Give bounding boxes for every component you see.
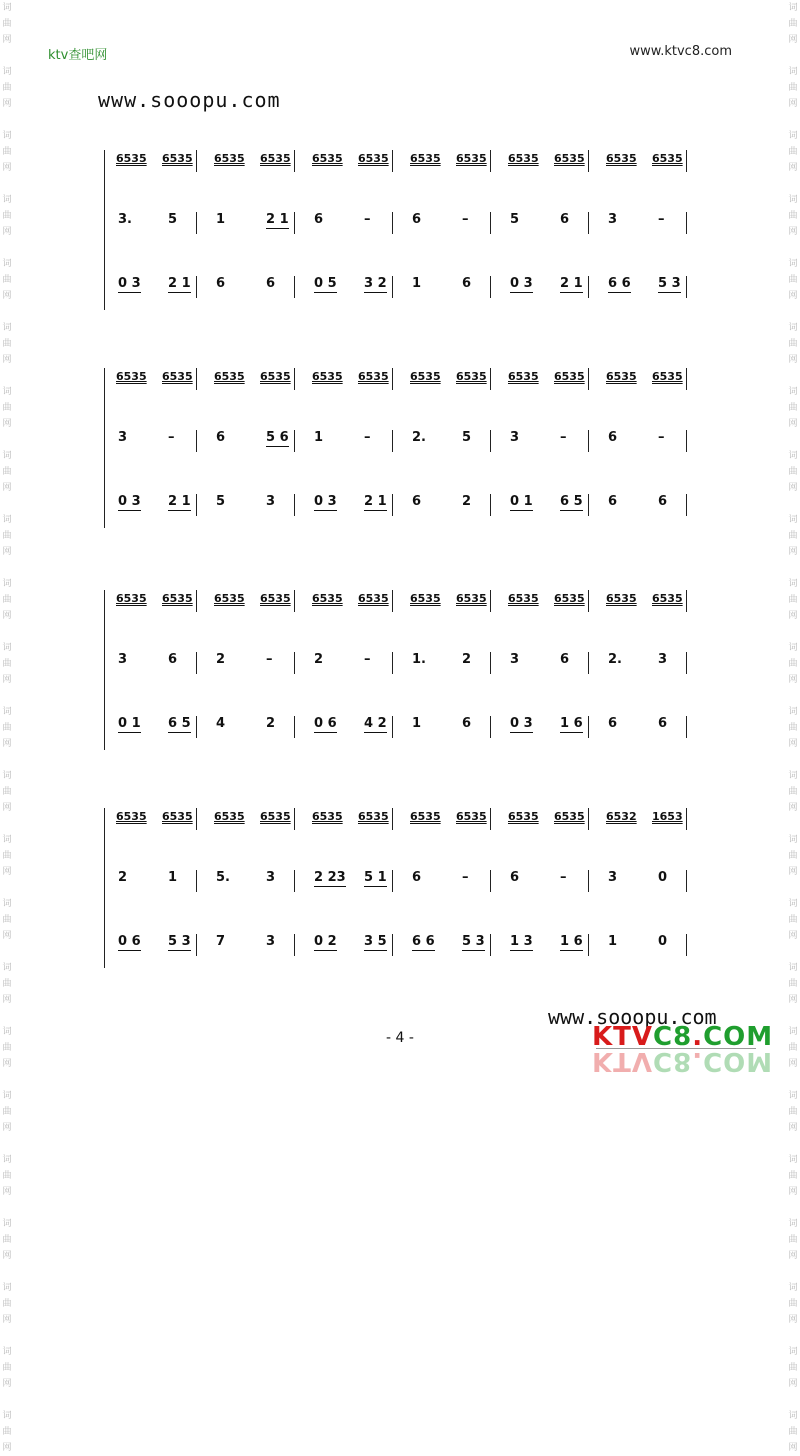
side-watermark-left: 词 曲 网 词 曲 网 词 曲 网 词 曲 网 词 曲 网 词 曲 网 词 曲 网 词 曲 网 词 曲 网 词 曲 网 词 曲 网 词 曲 网 词 曲 网 词 曲 网 词 曲 网 词 曲 网 词 曲 网 词 曲 网 词 曲 网 词 曲 网 词 曲 网 词 曲 网 词 曲 网 — [2, 3, 12, 1453]
barline — [392, 590, 393, 612]
percussion-figure: 6535 — [260, 370, 291, 383]
bass-note: 6 — [462, 276, 472, 291]
barline — [196, 150, 197, 172]
percussion-figure: 6535 — [554, 152, 585, 165]
melody-note: – — [364, 652, 371, 667]
barline — [392, 808, 393, 830]
melody-note: 6 — [216, 430, 226, 445]
melody-row — [104, 652, 716, 676]
barline — [490, 716, 491, 738]
melody-note: – — [364, 430, 371, 445]
bass-note: 0 3 — [510, 276, 533, 291]
melody-note: 1 — [216, 212, 226, 227]
melody-note: – — [560, 870, 567, 885]
percussion-figure: 6535 — [116, 370, 147, 383]
percussion-figure: 6535 — [606, 152, 637, 165]
ktvc8-logo: KTVC8.COM — [592, 1022, 774, 1052]
barline — [686, 870, 687, 892]
melody-note: 3 — [608, 870, 618, 885]
bass-note: 2 — [462, 494, 472, 509]
barline — [588, 212, 589, 234]
melody-note: 2 — [118, 870, 128, 885]
melody-note: 2 1 — [266, 212, 289, 227]
melody-note: 5 — [168, 212, 178, 227]
bass-note: 4 2 — [364, 716, 387, 731]
barline — [686, 934, 687, 956]
barline — [392, 368, 393, 390]
barline — [588, 716, 589, 738]
melody-note: 5 1 — [364, 870, 387, 885]
bass-row — [104, 716, 716, 740]
percussion-figure: 6535 — [652, 592, 683, 605]
melody-note: 2 — [216, 652, 226, 667]
melody-note: 5. — [216, 870, 230, 885]
bass-note: 6 — [216, 276, 226, 291]
barline — [392, 870, 393, 892]
bass-note: 3 5 — [364, 934, 387, 949]
barline — [588, 934, 589, 956]
bass-note: 2 — [266, 716, 276, 731]
barline — [490, 430, 491, 452]
bass-note: 2 1 — [168, 276, 191, 291]
melody-note: 6 — [412, 212, 422, 227]
percussion-figure: 6535 — [456, 370, 487, 383]
melody-note: 6 — [560, 652, 570, 667]
melody-note: 6 — [412, 870, 422, 885]
melody-note: 3 — [510, 652, 520, 667]
bass-note: 0 2 — [314, 934, 337, 949]
percussion-row — [104, 368, 716, 392]
melody-note: 5 6 — [266, 430, 289, 445]
barline — [294, 808, 295, 830]
barline — [588, 368, 589, 390]
melody-note: 1. — [412, 652, 426, 667]
barline — [196, 870, 197, 892]
percussion-figure: 6535 — [312, 370, 343, 383]
bass-note: 6 — [412, 494, 422, 509]
barline — [196, 934, 197, 956]
barline — [588, 276, 589, 298]
melody-note: 0 — [658, 870, 668, 885]
percussion-figure: 6535 — [116, 152, 147, 165]
percussion-figure: 6535 — [456, 592, 487, 605]
bass-note: 0 6 — [118, 934, 141, 949]
percussion-figure: 6535 — [312, 152, 343, 165]
bass-note: 1 6 — [560, 934, 583, 949]
percussion-figure: 6535 — [358, 152, 389, 165]
barline — [294, 652, 295, 674]
melody-note: 3 — [658, 652, 668, 667]
bass-note: 6 — [608, 716, 618, 731]
melody-note: 3 — [266, 870, 276, 885]
melody-note: 3 — [608, 212, 618, 227]
percussion-figure: 6535 — [606, 592, 637, 605]
bass-note: 2 1 — [364, 494, 387, 509]
bass-note: 1 — [412, 276, 422, 291]
brand-left[interactable]: ktv查吧网 — [48, 48, 108, 63]
barline — [686, 368, 687, 390]
bass-note: 6 5 — [168, 716, 191, 731]
percussion-figure: 6535 — [116, 592, 147, 605]
barline — [196, 430, 197, 452]
melody-note: – — [266, 652, 273, 667]
barline — [196, 590, 197, 612]
percussion-figure: 6535 — [410, 152, 441, 165]
melody-note: 2 — [462, 652, 472, 667]
barline — [490, 590, 491, 612]
bass-note: 6 — [608, 494, 618, 509]
percussion-figure: 6535 — [162, 592, 193, 605]
percussion-figure: 6535 — [358, 810, 389, 823]
bass-note: 0 3 — [510, 716, 533, 731]
barline — [686, 150, 687, 172]
melody-note: 6 — [608, 430, 618, 445]
bass-note: 2 1 — [168, 494, 191, 509]
melody-note: 3. — [118, 212, 132, 227]
barline — [294, 212, 295, 234]
percussion-figure: 6535 — [410, 592, 441, 605]
percussion-figure: 6535 — [508, 810, 539, 823]
bass-note: 7 — [216, 934, 226, 949]
barline — [294, 716, 295, 738]
percussion-figure: 6535 — [456, 152, 487, 165]
percussion-figure: 6535 — [508, 152, 539, 165]
melody-note: 5 — [510, 212, 520, 227]
bass-note: 0 1 — [510, 494, 533, 509]
percussion-figure: 6535 — [554, 810, 585, 823]
barline — [392, 150, 393, 172]
page-number: - 4 - — [386, 1030, 414, 1046]
barline — [588, 590, 589, 612]
percussion-figure: 6535 — [456, 810, 487, 823]
barline — [490, 276, 491, 298]
melody-note: – — [364, 212, 371, 227]
bass-note: 3 2 — [364, 276, 387, 291]
melody-note: 3 — [510, 430, 520, 445]
percussion-figure: 6535 — [260, 592, 291, 605]
melody-row — [104, 430, 716, 454]
barline — [490, 494, 491, 516]
barline — [392, 652, 393, 674]
barline — [196, 652, 197, 674]
barline — [490, 870, 491, 892]
barline — [392, 212, 393, 234]
barline — [490, 212, 491, 234]
barline — [686, 808, 687, 830]
barline — [392, 494, 393, 516]
barline — [686, 212, 687, 234]
barline — [686, 716, 687, 738]
melody-note: 2. — [412, 430, 426, 445]
barline — [686, 652, 687, 674]
percussion-figure: 6532 — [606, 810, 637, 823]
percussion-figure: 6535 — [358, 592, 389, 605]
barline — [588, 430, 589, 452]
percussion-figure: 6535 — [162, 370, 193, 383]
percussion-figure: 6535 — [214, 370, 245, 383]
percussion-figure: 6535 — [606, 370, 637, 383]
barline — [392, 716, 393, 738]
bass-note: 0 5 — [314, 276, 337, 291]
bass-note: 6 5 — [560, 494, 583, 509]
barline — [588, 150, 589, 172]
barline — [196, 808, 197, 830]
watermark-top: www.sooopu.com — [98, 88, 281, 112]
barline — [294, 150, 295, 172]
melody-note: 3 — [118, 652, 128, 667]
bass-note: 0 3 — [118, 276, 141, 291]
bass-note: 5 3 — [462, 934, 485, 949]
percussion-figure: 6535 — [410, 810, 441, 823]
bass-note: 6 — [462, 716, 472, 731]
barline — [588, 494, 589, 516]
melody-note: 3 — [118, 430, 128, 445]
percussion-figure: 6535 — [214, 592, 245, 605]
percussion-figure: 6535 — [358, 370, 389, 383]
bass-note: 6 — [658, 494, 668, 509]
barline — [294, 934, 295, 956]
bass-note: 6 — [266, 276, 276, 291]
barline — [196, 368, 197, 390]
melody-note: 1 — [168, 870, 178, 885]
barline — [588, 870, 589, 892]
percussion-figure: 6535 — [214, 810, 245, 823]
percussion-figure: 6535 — [162, 810, 193, 823]
bass-note: 5 — [216, 494, 226, 509]
melody-note: – — [560, 430, 567, 445]
watermark-bottom: www.sooopu.com — [548, 1005, 717, 1029]
bass-note: 6 — [658, 716, 668, 731]
barline — [294, 494, 295, 516]
barline — [294, 276, 295, 298]
percussion-figure: 6535 — [410, 370, 441, 383]
bass-note: 0 — [658, 934, 668, 949]
bass-note: 0 6 — [314, 716, 337, 731]
melody-row — [104, 870, 716, 894]
barline — [196, 276, 197, 298]
barline — [588, 808, 589, 830]
ktvc8-logo-reflection: KTVC8.COM — [592, 1046, 774, 1076]
percussion-figure: 6535 — [508, 592, 539, 605]
melody-note: 6 — [314, 212, 324, 227]
barline — [196, 494, 197, 516]
percussion-figure: 6535 — [554, 592, 585, 605]
bass-note: 1 6 — [560, 716, 583, 731]
bass-note: 0 3 — [118, 494, 141, 509]
percussion-figure: 6535 — [312, 810, 343, 823]
bass-note: 6 6 — [608, 276, 631, 291]
melody-note: – — [462, 870, 469, 885]
bass-note: 2 1 — [560, 276, 583, 291]
melody-note: – — [462, 212, 469, 227]
barline — [490, 368, 491, 390]
barline — [490, 934, 491, 956]
bass-note: 5 3 — [658, 276, 681, 291]
bass-note: 5 3 — [168, 934, 191, 949]
percussion-figure: 6535 — [652, 152, 683, 165]
bass-note: 1 — [608, 934, 618, 949]
brand-right-url[interactable]: www.ktvc8.com — [629, 44, 732, 59]
bass-note: 0 3 — [314, 494, 337, 509]
barline — [392, 430, 393, 452]
side-watermark-right: 词 曲 网 词 曲 网 词 曲 网 词 曲 网 词 曲 网 词 曲 网 词 曲 网 词 曲 网 词 曲 网 词 曲 网 词 曲 网 词 曲 网 词 曲 网 词 曲 网 词 曲 网 词 曲 网 词 曲 网 词 曲 网 词 曲 网 词 曲 网 词 曲 网 词 曲 网 词 曲 网 — [788, 3, 798, 1453]
bass-note: 3 — [266, 934, 276, 949]
melody-note: 1 — [314, 430, 324, 445]
barline — [294, 870, 295, 892]
barline — [588, 652, 589, 674]
barline — [686, 494, 687, 516]
barline — [294, 430, 295, 452]
melody-note: – — [658, 430, 665, 445]
barline — [686, 276, 687, 298]
melody-row — [104, 212, 716, 236]
melody-note: – — [168, 430, 175, 445]
percussion-figure: 6535 — [162, 152, 193, 165]
bass-note: 1 3 — [510, 934, 533, 949]
barline — [392, 934, 393, 956]
percussion-figure: 6535 — [554, 370, 585, 383]
barline — [196, 716, 197, 738]
melody-note: 2 — [314, 652, 324, 667]
percussion-row — [104, 590, 716, 614]
barline — [490, 150, 491, 172]
barline — [490, 808, 491, 830]
bass-note: 1 — [412, 716, 422, 731]
barline — [294, 590, 295, 612]
bass-note: 6 6 — [412, 934, 435, 949]
melody-note: 6 — [560, 212, 570, 227]
percussion-row — [104, 808, 716, 832]
percussion-figure: 6535 — [312, 592, 343, 605]
barline — [686, 430, 687, 452]
percussion-figure: 6535 — [116, 810, 147, 823]
melody-note: 2 23 — [314, 870, 346, 885]
logo-divider — [596, 1048, 756, 1049]
melody-note: 2. — [608, 652, 622, 667]
melody-note: 5 — [462, 430, 472, 445]
percussion-figure: 6535 — [508, 370, 539, 383]
percussion-figure: 6535 — [260, 810, 291, 823]
barline — [294, 368, 295, 390]
melody-note: 6 — [168, 652, 178, 667]
bass-row — [104, 276, 716, 300]
barline — [196, 212, 197, 234]
bass-row — [104, 934, 716, 958]
percussion-figure: 6535 — [652, 370, 683, 383]
barline — [490, 652, 491, 674]
percussion-figure: 1653 — [652, 810, 683, 823]
bass-row — [104, 494, 716, 518]
percussion-figure: 6535 — [214, 152, 245, 165]
barline — [686, 590, 687, 612]
bass-note: 4 — [216, 716, 226, 731]
barline — [392, 276, 393, 298]
bass-note: 3 — [266, 494, 276, 509]
bass-note: 0 1 — [118, 716, 141, 731]
melody-note: 6 — [510, 870, 520, 885]
percussion-row — [104, 150, 716, 174]
melody-note: – — [658, 212, 665, 227]
percussion-figure: 6535 — [260, 152, 291, 165]
